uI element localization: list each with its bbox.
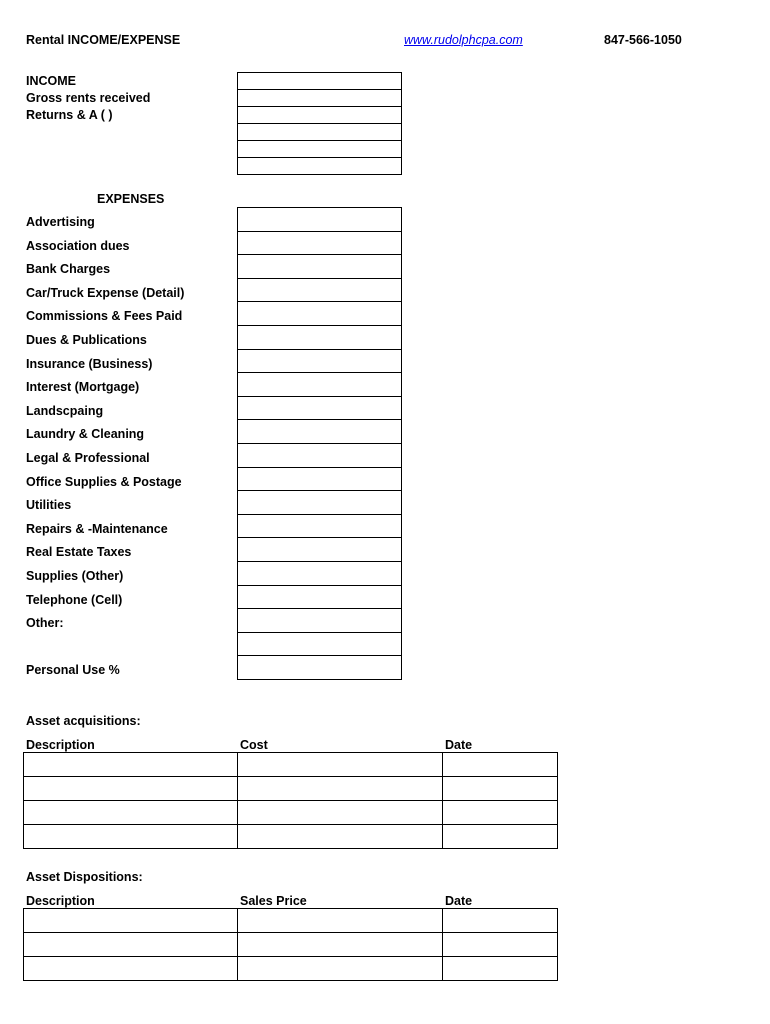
disp-sales-price-cell[interactable] — [238, 909, 443, 933]
expense-label: Association dues — [26, 239, 130, 253]
asset-dispositions-table — [23, 908, 558, 981]
personal-use-label: Personal Use % — [26, 663, 120, 677]
disp-col-description: Description — [26, 894, 95, 908]
disp-sales-price-cell[interactable] — [238, 933, 443, 957]
disp-description-cell[interactable] — [24, 933, 238, 957]
expense-label: Office Supplies & Postage — [26, 475, 182, 489]
table-row — [24, 801, 558, 825]
returns-label: Returns & A ( ) — [26, 108, 113, 122]
acq-col-date: Date — [445, 738, 473, 752]
disp-sales-price-cell[interactable] — [238, 957, 443, 981]
expense-entry-cell[interactable] — [237, 278, 402, 303]
expense-entry-cell[interactable] — [237, 608, 402, 633]
income-entry-cell[interactable] — [237, 123, 402, 141]
income-entry-cell[interactable] — [237, 106, 402, 124]
expense-entry-cell[interactable] — [237, 537, 402, 562]
asset-acquisitions-heading: Asset acquisitions: — [26, 714, 141, 728]
expense-entry-cell[interactable] — [237, 514, 402, 539]
expense-entry-cell[interactable] — [237, 490, 402, 515]
acq-col-description: Description — [26, 738, 95, 752]
expense-label: Telephone (Cell) — [26, 593, 123, 607]
expense-label: Real Estate Taxes — [26, 545, 132, 559]
income-entry-cell[interactable] — [237, 140, 402, 158]
expense-entry-cell[interactable] — [237, 301, 402, 326]
income-entry-cell[interactable] — [237, 89, 402, 107]
acq-cost-cell[interactable] — [238, 801, 443, 825]
disp-description-cell[interactable] — [24, 909, 238, 933]
expense-label: Advertising — [26, 215, 95, 229]
expense-label: Landscpaing — [26, 404, 104, 418]
disp-col-sales-price: Sales Price — [240, 894, 307, 908]
expense-entry-cell[interactable] — [237, 396, 402, 421]
expense-entry-cell[interactable] — [237, 443, 402, 468]
acq-description-cell[interactable] — [24, 825, 238, 849]
table-row — [24, 909, 558, 933]
acq-date-cell[interactable] — [443, 777, 558, 801]
page-title: Rental INCOME/EXPENSE — [26, 33, 181, 47]
asset-acquisitions-table — [23, 752, 558, 849]
expense-entry-cell[interactable] — [237, 207, 402, 232]
income-entry-cell[interactable] — [237, 157, 402, 175]
website-link[interactable]: www.rudolphcpa.com — [404, 33, 523, 47]
income-heading: INCOME — [26, 74, 76, 88]
expense-label: Supplies (Other) — [26, 569, 124, 583]
expense-entry-cell[interactable] — [237, 231, 402, 256]
asset-dispositions-heading: Asset Dispositions: — [26, 870, 143, 884]
acq-cost-cell[interactable] — [238, 753, 443, 777]
table-row — [24, 777, 558, 801]
acq-description-cell[interactable] — [24, 753, 238, 777]
expense-entry-cell[interactable] — [237, 325, 402, 350]
expenses-heading: EXPENSES — [97, 192, 165, 206]
expense-entry-cell[interactable] — [237, 349, 402, 374]
phone-number: 847-566-1050 — [604, 33, 682, 47]
personal-use-cell[interactable] — [237, 655, 402, 680]
expense-label: Other: — [26, 616, 64, 630]
acq-date-cell[interactable] — [443, 825, 558, 849]
gross-rents-label: Gross rents received — [26, 91, 151, 105]
acq-date-cell[interactable] — [443, 801, 558, 825]
acq-cost-cell[interactable] — [238, 777, 443, 801]
expense-entry-cell[interactable] — [237, 419, 402, 444]
income-entry-cell[interactable] — [237, 72, 402, 90]
acq-cost-cell[interactable] — [238, 825, 443, 849]
table-row — [24, 825, 558, 849]
disp-date-cell[interactable] — [443, 933, 558, 957]
expense-entry-cell[interactable] — [237, 585, 402, 610]
expense-entry-cell[interactable] — [237, 632, 402, 657]
expense-label: Repairs & -Maintenance — [26, 522, 168, 536]
table-row — [24, 753, 558, 777]
table-row — [24, 957, 558, 981]
expense-label: Legal & Professional — [26, 451, 150, 465]
disp-date-cell[interactable] — [443, 957, 558, 981]
disp-date-cell[interactable] — [443, 909, 558, 933]
expense-label: Commissions & Fees Paid — [26, 309, 183, 323]
expense-label: Bank Charges — [26, 262, 111, 276]
acq-description-cell[interactable] — [24, 801, 238, 825]
expense-entry-cell[interactable] — [237, 254, 402, 279]
expense-label: Dues & Publications — [26, 333, 147, 347]
disp-description-cell[interactable] — [24, 957, 238, 981]
disp-col-date: Date — [445, 894, 473, 908]
table-row — [24, 933, 558, 957]
acq-date-cell[interactable] — [443, 753, 558, 777]
expense-entry-cell[interactable] — [237, 561, 402, 586]
expense-label: Interest (Mortgage) — [26, 380, 140, 394]
expense-label: Car/Truck Expense (Detail) — [26, 286, 185, 300]
expense-label: Laundry & Cleaning — [26, 427, 145, 441]
acq-description-cell[interactable] — [24, 777, 238, 801]
expense-label: Utilities — [26, 498, 72, 512]
acq-col-cost: Cost — [240, 738, 268, 752]
expense-entry-cell[interactable] — [237, 372, 402, 397]
expense-entry-cell[interactable] — [237, 467, 402, 492]
expense-label: Insurance (Business) — [26, 357, 153, 371]
